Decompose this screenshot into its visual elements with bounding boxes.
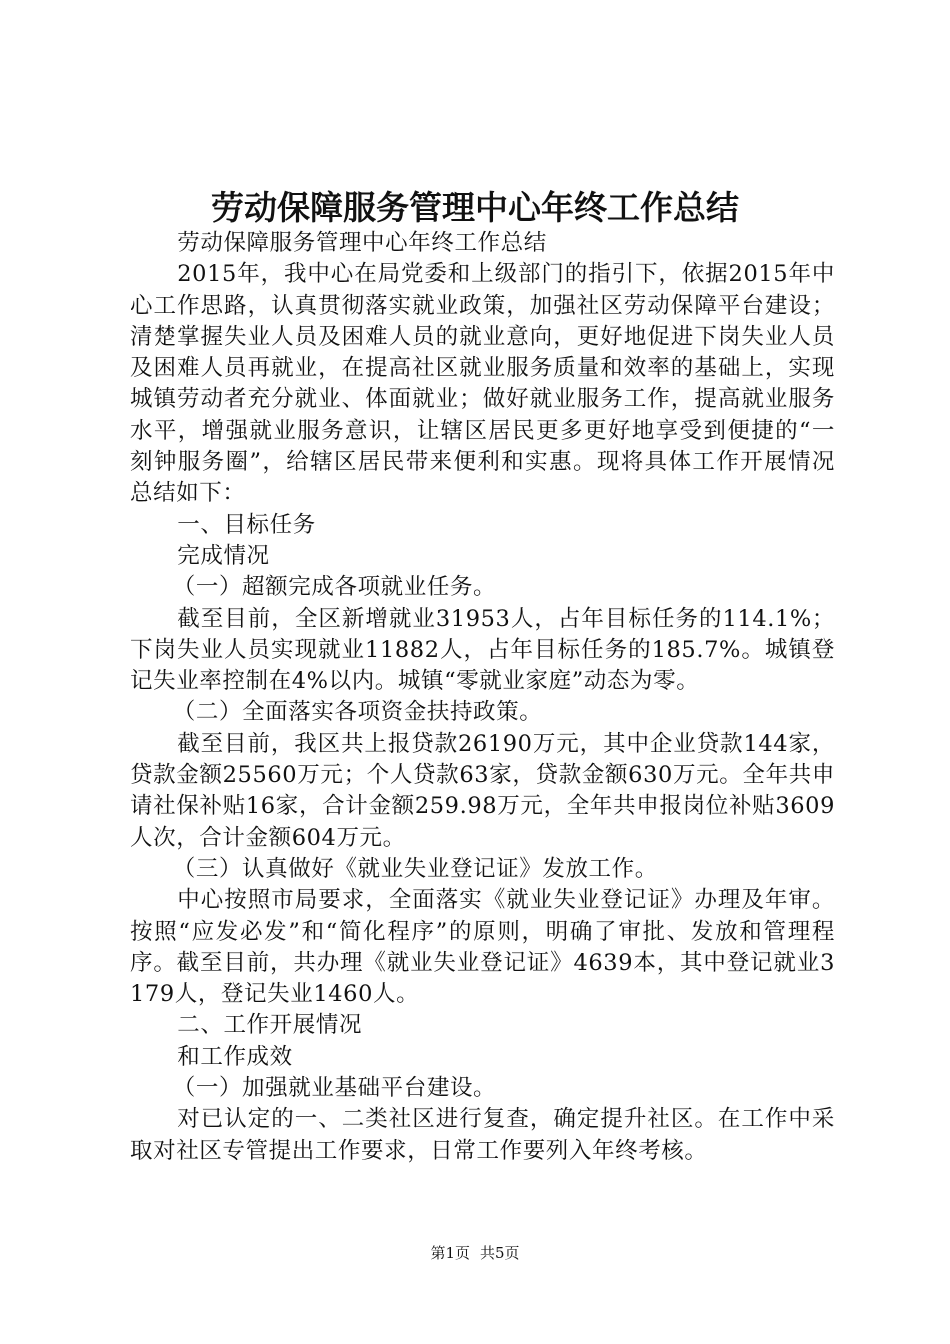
employment-paragraph: 截至目前，全区新增就业31953人，占年目标任务的114.1%；下岗失业人员实现就业11882人，占年目标任务的185.7%。城镇登记失业率控制在4%以内。城镇“零就业家庭”动态为零。	[130, 605, 835, 695]
certificate-paragraph: 中心按照市局要求，全面落实《就业失业登记证》办理及年审。按照“应发必发”和“简化程序”的原则，明确了审批、发放和管理程序。截至目前，共办理《就业失业登记证》4639本，其中登记就业3179人，登记失业1460人。	[130, 887, 835, 1008]
section-heading-work-cont: 和工作成效	[177, 1043, 293, 1070]
document-body	[130, 228, 835, 1167]
page-number: 第1页	[430, 1244, 470, 1262]
section-heading-targets: 一、目标任务	[177, 511, 316, 538]
page-footer	[0, 1243, 950, 1263]
funding-paragraph: 截至目前，我区共上报贷款26190万元，其中企业贷款144家，贷款金额25560万元；个人贷款63家，贷款金额630万元。全年共申请社保补贴16家，合计金额259.98万元，全年共申报岗位补贴3609人次，合计金额604万元。	[130, 730, 835, 851]
subsection-heading-3: （三）认真做好《就业失业登记证》发放工作。	[172, 855, 658, 882]
subsection-heading-2: （二）全面落实各项资金扶持政策。	[172, 699, 543, 726]
section-heading-work: 二、工作开展情况	[177, 1012, 363, 1039]
page-total: 共5页	[480, 1244, 520, 1262]
subsection-heading-4: （一）加强就业基础平台建设。	[172, 1075, 497, 1102]
subtitle-paragraph: 劳动保障服务管理中心年终工作总结	[177, 230, 547, 256]
document-title: 劳动保障服务管理中心年终工作总结	[211, 188, 739, 227]
intro-paragraph: 2015年，我中心在局党委和上级部门的指引下，依据2015年中心工作思路，认真贯彻落实就业政策，加强社区劳动保障平台建设；清楚掌握失业人员及困难人员的就业意向，更好地促进下岗失业人员及困难人员再就业，在提高社区就业服务质量和效率的基础上，实现城镇劳动者充分就业、体面就业；做好就业服务工作，提高就业服务水平，增强就业服务意识，让辖区居民更多更好地享受到便捷的“一刻钟服务圈”，给辖区居民带来便利和实惠。现将具体工作开展情况总结如下：	[130, 261, 835, 507]
platform-paragraph: 对已认定的一、二类社区进行复查，确定提升社区。在工作中采取对社区专管提出工作要求，日常工作要列入年终考核。	[130, 1106, 835, 1164]
subsection-heading-1: （一）超额完成各项就业任务。	[172, 574, 497, 601]
section-heading-targets-cont: 完成情况	[177, 542, 270, 569]
